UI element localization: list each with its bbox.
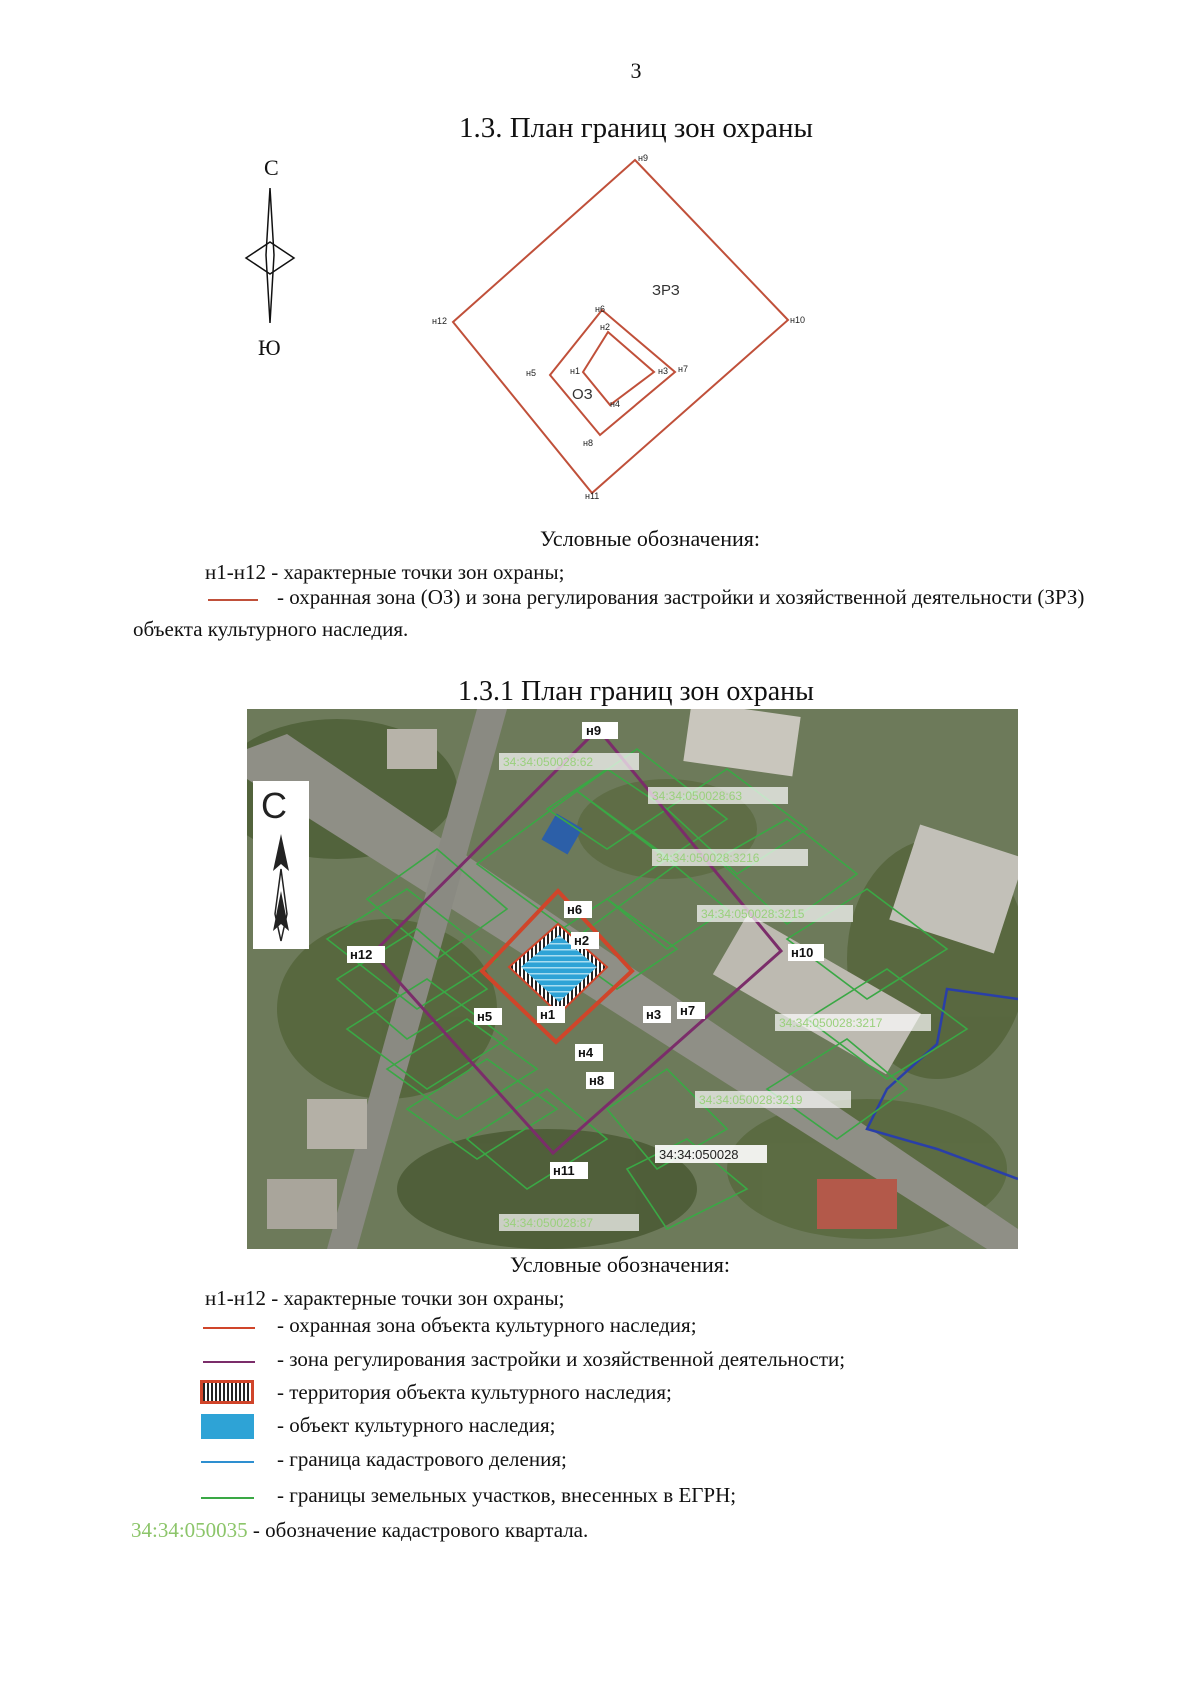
compass-rose-icon: [240, 180, 300, 330]
map-point-n2: н2: [574, 933, 590, 948]
cad-quarter-label: 34:34:050028: [659, 1147, 739, 1162]
map-point-n11: н11: [553, 1163, 575, 1178]
map-point-n5: н5: [477, 1009, 493, 1024]
point-n3: н3: [658, 366, 668, 376]
map-point-n9: н9: [586, 723, 602, 738]
legend-2-zrz-swatch: [203, 1361, 255, 1363]
satellite-map: [247, 709, 1018, 1249]
page-number: 3: [630, 58, 642, 83]
point-n11: н11: [585, 491, 600, 501]
point-n8: н8: [583, 438, 593, 448]
legend-1-zones: - охранная зона (ОЗ) и зона регулирования застройки и хозяйственной деятельности (ЗРЗ): [277, 585, 1085, 609]
zones-scheme: [420, 150, 820, 505]
section-title-1-3: 1.3. План границ зон охраны: [458, 112, 814, 144]
section-title-1-3-1: 1.3.1 План границ зон охраны: [458, 676, 814, 707]
legend-2-parcel: - границы земельных участков, внесенных в ЕГРН;: [277, 1483, 737, 1507]
legend-heading-1: Условные обозначения:: [540, 526, 761, 551]
map-point-n10: н10: [791, 945, 814, 960]
legend-2-object: - объект культурного наследия;: [277, 1413, 556, 1437]
point-n10: н10: [790, 315, 805, 325]
point-n9: н9: [638, 153, 648, 163]
legend-2-cadastral-example: 34:34:050035: [131, 1518, 248, 1542]
legend-1-zones-cont: объекта культурного наследия.: [133, 617, 409, 641]
legend-heading-2: Условные обозначения:: [510, 1252, 731, 1277]
legend-2-zrz: - зона регулирования застройки и хозяйственной деятельности;: [277, 1347, 846, 1371]
compass-north-label: С: [264, 155, 279, 180]
oz-label: ОЗ: [572, 386, 593, 403]
cad-label-3215: 34:34:050028:3215: [701, 907, 805, 921]
point-n2: н2: [600, 322, 610, 332]
map-point-n7: н7: [680, 1003, 696, 1018]
map-point-n12: н12: [350, 947, 373, 962]
map-point-n3: н3: [646, 1007, 662, 1022]
map-point-n8: н8: [589, 1073, 605, 1088]
cad-label-3219: 34:34:050028:3219: [699, 1093, 803, 1107]
point-n12: н12: [432, 316, 447, 326]
legend-2-oz-swatch: [203, 1327, 255, 1329]
point-n4: н4: [610, 399, 620, 409]
cad-label-63: 34:34:050028:63: [652, 789, 743, 803]
oz-boundary: [550, 310, 675, 435]
zrz-label: ЗРЗ: [652, 282, 680, 299]
compass-south-label: Ю: [258, 335, 281, 360]
map-point-n1: н1: [540, 1007, 556, 1022]
legend-2-cadastral-swatch: [201, 1461, 254, 1463]
legend-2-territory-swatch: [200, 1380, 254, 1404]
territory-boundary: [583, 332, 654, 405]
cad-label-87: 34:34:050028:87: [503, 1216, 594, 1230]
cad-label-3217: 34:34:050028:3217: [779, 1016, 883, 1030]
legend-2-points: н1-н12 - характерные точки зон охраны;: [205, 1286, 565, 1310]
point-n7: н7: [678, 364, 688, 374]
legend-1-zone-swatch: [208, 599, 258, 601]
point-n5: н5: [526, 368, 536, 378]
legend-2-object-swatch: [201, 1414, 254, 1439]
legend-2-cadastral-example-text: - обозначение кадастрового квартала.: [252, 1518, 589, 1542]
legend-2-cadastral: - граница кадастрового деления;: [277, 1447, 567, 1471]
point-n6: н6: [595, 304, 605, 314]
cad-label-3216: 34:34:050028:3216: [656, 851, 760, 865]
legend-2-parcel-swatch: [201, 1497, 254, 1499]
point-n1: н1: [570, 366, 580, 376]
legend-2-oz: - охранная зона объекта культурного наследия;: [277, 1313, 697, 1337]
legend-1-points: н1-н12 - характерные точки зон охраны;: [205, 560, 565, 584]
map-point-n6: н6: [567, 902, 583, 917]
legend-2-territory: - территория объекта культурного наследия;: [277, 1380, 672, 1404]
cad-label-62: 34:34:050028:62: [503, 755, 594, 769]
map-point-n4: н4: [578, 1045, 594, 1060]
map-compass-letter: С: [261, 785, 287, 826]
